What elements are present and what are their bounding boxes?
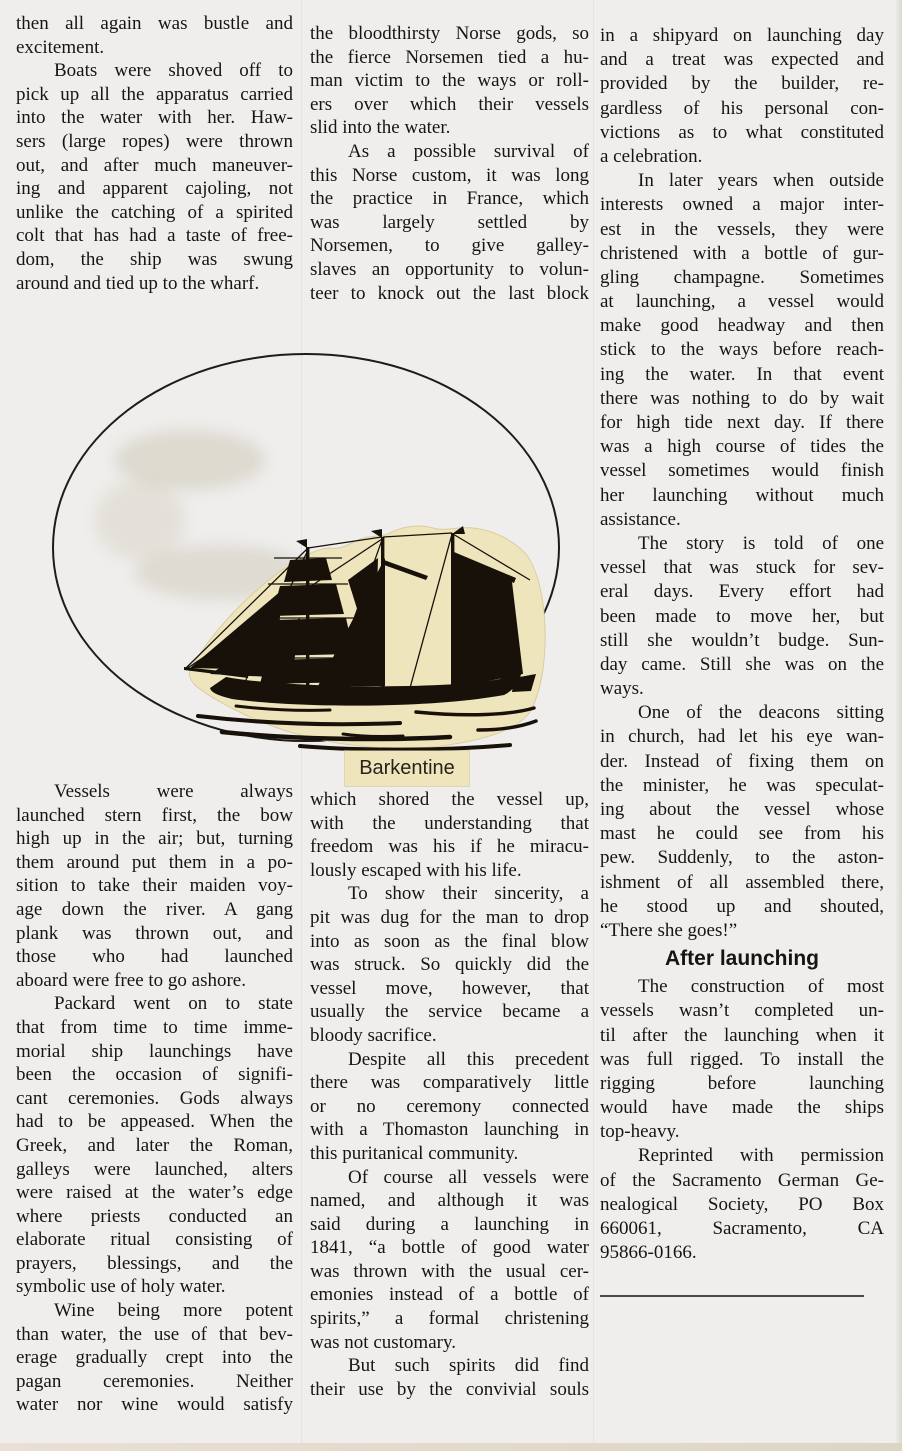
text-line: galleys were launched, alters [16, 1158, 293, 1180]
text-line: ing and apparent cajoling, not [16, 178, 293, 200]
barkentine-illustration [178, 518, 556, 760]
text-line: cant ceremonies. Gods always [16, 1087, 293, 1109]
text-line: vessels wasn’t completed un- [600, 1000, 884, 1022]
text-line: their use by the convivial souls [310, 1378, 589, 1400]
text-line: nealogical Society, PO Box [600, 1193, 884, 1215]
text-line: provided by the builder, re- [600, 73, 884, 95]
text-line: age down the river. A gang [16, 898, 293, 920]
text-line: the bloodthirsty Norse gods, so [310, 23, 589, 44]
text-line: was not customary. [310, 1331, 456, 1353]
text-line: in a shipyard on launching day [600, 25, 884, 46]
text-line: assistance. [600, 508, 681, 530]
text-line: those who had launched [16, 946, 293, 968]
text-line: Reprinted with permission [638, 1145, 884, 1167]
text-line: pagan ceremonies. Neither [16, 1370, 293, 1392]
text-line: with the understanding that [310, 812, 589, 834]
column-right-part2 [600, 975, 884, 1265]
text-line: christened with a bottle of gur- [600, 242, 884, 264]
text-line: bloody sacrifice. [310, 1024, 437, 1046]
text-line: ing the water. In that event [600, 363, 884, 385]
text-line: out, and after much maneuver- [16, 154, 293, 176]
text-line: of the Sacramento German Ge- [600, 1169, 884, 1191]
text-line: slaves an opportunity to volun- [310, 258, 589, 280]
text-line: still she wouldn’t budge. Sun- [600, 629, 884, 651]
text-line: ers over which their vessels [310, 93, 589, 115]
text-line: top-heavy. [600, 1121, 680, 1143]
text-line: eral days. Every effort had [600, 581, 884, 603]
text-line: aboard were free to go ashore. [16, 969, 246, 991]
text-line: teer to knock out the last block [310, 282, 589, 304]
text-line: into as soon as the final blow [310, 930, 589, 952]
text-line: lously escaped with his life. [310, 859, 522, 881]
text-line: into the water with her. Haw- [16, 107, 293, 129]
text-line: slid into the water. [310, 117, 451, 139]
text-line: ishment of all assembled there, [600, 871, 884, 893]
text-line: prayers, blessings, and the [16, 1252, 293, 1274]
text-line: with a Thomaston launching in [310, 1119, 589, 1141]
illustration-caption: Barkentine [345, 751, 469, 786]
text-line: sition to take their maiden voy- [16, 875, 293, 897]
text-line: been the occasion of signifi- [16, 1064, 293, 1086]
text-line: The story is told of one [638, 532, 884, 554]
text-line: there was nothing to do by wait [600, 387, 884, 409]
text-line: this puritanical community. [310, 1142, 519, 1164]
text-line: said during a launching in [310, 1213, 589, 1235]
text-line: day came. Still she was on the [600, 653, 884, 675]
text-line: had to be appeased. When the [16, 1111, 293, 1133]
text-line: til after the launching when it [600, 1024, 884, 1046]
text-line: victions as to what constituted [600, 121, 884, 143]
text-line: colt that has had a taste of free- [16, 225, 293, 247]
text-line: at launching, a vessel would [600, 291, 884, 313]
text-line: the fierce Norsemen tied a hu- [310, 46, 589, 68]
text-line: In later years when outside [638, 170, 884, 192]
text-line: est in the vessels, they were [600, 218, 884, 240]
text-line: or no ceremony connected [310, 1095, 589, 1117]
scan-edge-shadow [0, 1443, 902, 1451]
text-line: than water, the use of that bev- [16, 1323, 293, 1345]
text-line: Greek, and later the Roman, [16, 1134, 293, 1156]
text-line: freedom was his if he miracu- [310, 836, 589, 858]
column-separator [593, 0, 594, 1451]
text-line: Of course all vessels were [348, 1166, 589, 1188]
text-line: ing about the vessel whose [600, 799, 884, 820]
text-line: was struck. So quickly did the [310, 954, 589, 976]
text-line: dom, the ship was swung [16, 248, 293, 270]
text-line: morial ship launchings have [16, 1040, 293, 1062]
text-line: 660061, Sacramento, CA [600, 1218, 884, 1239]
text-line: 1841, “a bottle of good water [310, 1237, 589, 1259]
text-line: As a possible survival of [348, 140, 589, 162]
after-launching-heading: After launching [664, 947, 819, 971]
text-line: sers (large ropes) were thrown [16, 130, 293, 152]
text-line: Boats were shoved off to [54, 60, 293, 82]
text-line: for high tide next day. If there [600, 412, 884, 433]
text-line: would have made the ships [600, 1097, 884, 1119]
text-line: was thrown with the usual cer- [310, 1260, 589, 1282]
text-line: excitement. [16, 36, 105, 58]
text-line: unlike the catching of a spirited [16, 201, 293, 223]
column-left-top [16, 12, 293, 295]
text-line: The construction of most [638, 976, 884, 998]
text-line: spirits,” a formal christening [310, 1308, 589, 1330]
text-line: emonies instead of a bottle of [310, 1284, 589, 1306]
text-line: 95866-0166. [600, 1242, 697, 1264]
text-line: One of the deacons sitting [638, 702, 884, 724]
text-line: Packard went on to state [54, 993, 293, 1015]
text-line: been made to move her, but [600, 605, 884, 627]
text-line: symbolic use of holy water. [16, 1276, 226, 1298]
text-line: there was comparatively little [310, 1072, 589, 1094]
text-line: named, and although it was [310, 1190, 589, 1212]
text-line: But such spirits did find [348, 1355, 589, 1377]
text-line: a celebration. [600, 145, 703, 167]
text-line: Norsemen, to give galley- [310, 235, 589, 257]
text-line: Wine being more potent [54, 1300, 293, 1322]
text-line: where priests conducted an [16, 1205, 293, 1227]
text-line: which shored the vessel up, [310, 789, 589, 810]
text-line: der. Instead of fixing them on [600, 750, 884, 772]
text-line: that from time to time imme- [16, 1016, 293, 1038]
text-line: stick to the ways before reach- [600, 339, 884, 361]
text-line: Despite all this precedent [348, 1048, 589, 1070]
column-middle-bottom [310, 788, 589, 1401]
column-right [600, 24, 884, 1297]
text-line: then all again was bustle and [16, 13, 293, 34]
text-line: the practice in France, which [310, 188, 589, 210]
text-line: mast he could see from his [600, 823, 884, 845]
text-line: them around put them in a po- [16, 851, 293, 873]
text-line: vessel sometimes would finish [600, 460, 884, 482]
text-line: man victim to the ways or roll- [310, 70, 589, 92]
text-line: her launching without much [600, 484, 884, 506]
text-line: gardless of his personal con- [600, 97, 884, 119]
text-line: To show their sincerity, a [348, 883, 589, 905]
text-line: water nor wine would satisfy [16, 1394, 293, 1416]
text-line: rigging before launching [600, 1072, 884, 1094]
text-line: elaborate ritual consisting of [16, 1229, 293, 1251]
column-right-part1 [600, 24, 884, 943]
text-line: launched stern first, the bow [16, 804, 293, 826]
text-line: vessel that was stuck for sev- [600, 557, 884, 579]
text-line: and a treat was expected and [600, 49, 884, 71]
text-line: was a high course of tides the [600, 436, 884, 458]
text-line: around and tied up to the wharf. [16, 272, 260, 294]
text-line: this Norse custom, it was long [310, 164, 589, 186]
text-line: was largely settled by [310, 211, 589, 233]
text-line: erage gradually crept into the [16, 1347, 293, 1369]
text-line: the minister, he was speculat- [600, 774, 884, 796]
text-line: were raised at the water’s edge [16, 1182, 293, 1204]
text-line: ways. [600, 678, 644, 700]
text-line: pit was dug for the man to drop [310, 906, 589, 928]
text-line: make good headway and then [600, 315, 884, 337]
text-line: plank was thrown out, and [16, 922, 293, 944]
text-line: vessel move, however, that [310, 977, 589, 999]
column-middle-top [310, 22, 589, 305]
end-rule [600, 1295, 864, 1297]
scan-edge-shadow [895, 0, 902, 1451]
text-line: was full rigged. To install the [600, 1048, 884, 1070]
text-line: Vessels were always [54, 781, 293, 802]
column-left-bottom [16, 780, 293, 1417]
text-line: gling champagne. Sometimes [600, 266, 884, 288]
text-line: high up in the air; but, turning [16, 828, 293, 850]
text-line: usually the service became a [310, 1001, 589, 1023]
text-line: pick up all the apparatus carried [16, 83, 293, 105]
text-line: “There she goes!” [600, 919, 738, 941]
text-line: interests owned a major inter- [600, 194, 884, 216]
text-line: he stood up and shouted, [600, 895, 884, 917]
text-line: in church, had let his eye wan- [600, 726, 884, 748]
text-line: pew. Suddenly, to the aston- [600, 847, 884, 869]
